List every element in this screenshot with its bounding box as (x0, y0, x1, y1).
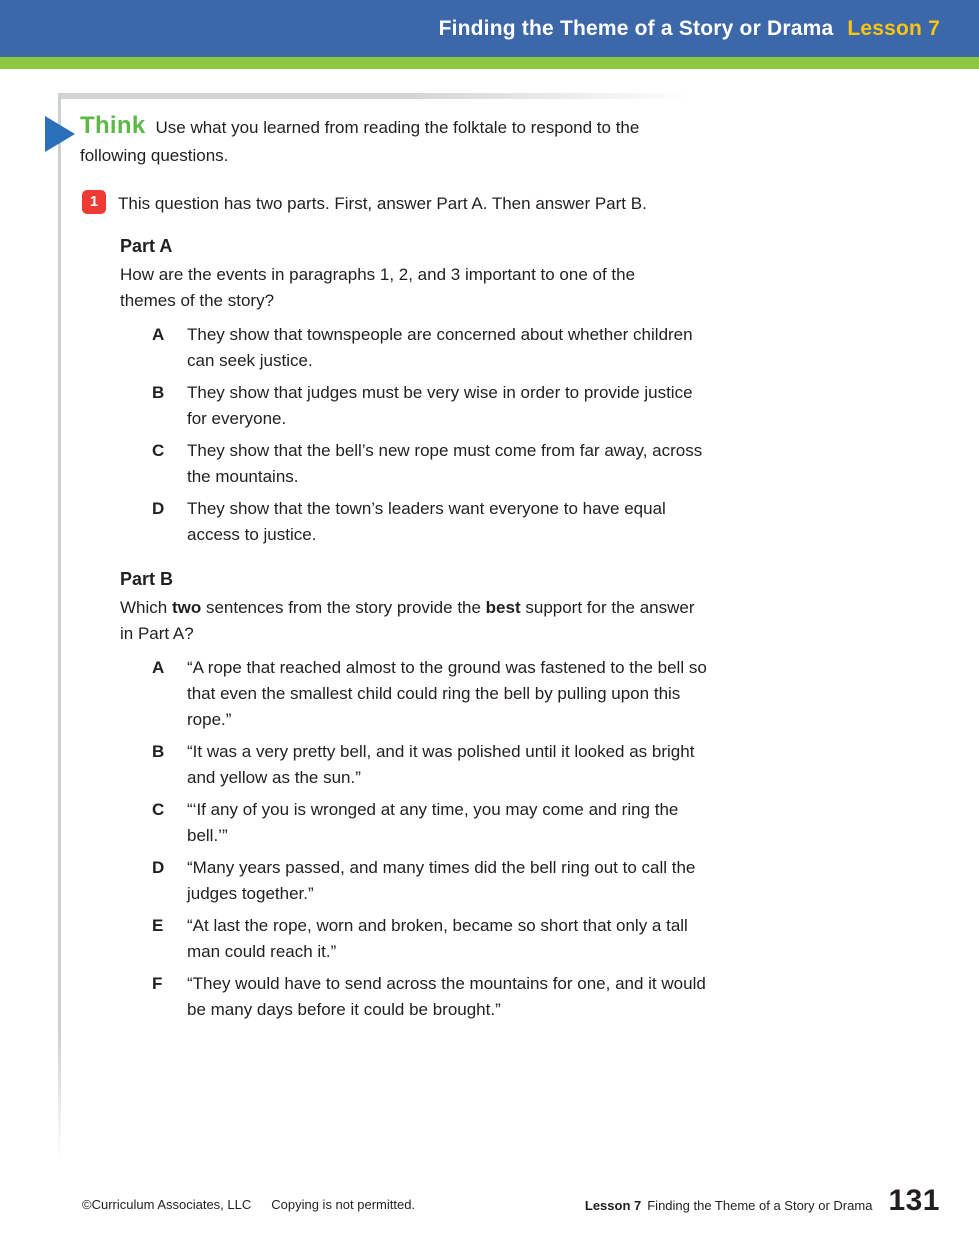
question-number-badge: 1 (82, 190, 106, 214)
part-b-choice-d[interactable] (120, 855, 720, 907)
choice-text: “It was a very pretty bell, and it was polished until it looked as bright and yellow as the sun.” (187, 742, 695, 787)
choice-text: “A rope that reached almost to the ground was fastened to the bell so that even the smallest child could ring the bell by pulling upon this rope.” (187, 658, 707, 729)
question-1 (82, 190, 698, 217)
part-b-prompt (120, 595, 695, 647)
choice-letter: D (152, 858, 165, 877)
part-a-heading: Part A (120, 236, 173, 256)
think-intro-text: Use what you learned from reading the folktale to respond to the following questions. (80, 118, 640, 165)
think-section (80, 112, 698, 170)
page-header (0, 0, 979, 57)
choice-text: “‘If any of you is wronged at any time, you may come and ring the bell.’” (187, 800, 679, 845)
footer-lesson-title: Finding the Theme of a Story or Drama (647, 1198, 873, 1213)
choice-letter: F (152, 974, 163, 993)
choice-text: They show that townspeople are concerned about whether children can seek justice. (187, 325, 693, 370)
choice-text: They show that judges must be very wise in order to provide justice for everyone. (187, 383, 693, 428)
part-b-section (120, 567, 720, 1029)
part-b-choice-e[interactable] (120, 913, 720, 965)
copyright-text: ©Curriculum Associates, LLC (82, 1197, 252, 1212)
think-arrow-icon (45, 116, 75, 152)
choice-text: “They would have to send across the mountains for one, and it would be many days before it could be brought.” (187, 974, 706, 1019)
footer-lesson-info (585, 1184, 940, 1218)
choice-text: “Many years passed, and many times did the bell ring out to call the judges together.” (187, 858, 696, 903)
part-b-choice-b[interactable] (120, 739, 720, 791)
part-b-choice-a[interactable] (120, 655, 720, 733)
part-a-section (120, 234, 720, 554)
choice-letter: A (152, 658, 165, 677)
part-a-prompt: How are the events in paragraphs 1, 2, and 3 important to one of the themes of the story? (120, 265, 636, 310)
prompt-text: support for the answer in Part A? (120, 598, 695, 643)
page-number: 131 (888, 1184, 940, 1217)
choice-letter: E (152, 916, 164, 935)
content-top-edge (58, 93, 693, 99)
question-stem: This question has two parts. First, answer Part A. Then answer Part B. (118, 194, 647, 213)
part-a-choice-a[interactable] (120, 322, 720, 374)
choice-text: They show that the town’s leaders want everyone to have equal access to justice. (187, 499, 666, 544)
choice-text: They show that the bell’s new rope must come from far away, across the mountains. (187, 441, 703, 486)
prompt-bold-best: best (485, 598, 521, 617)
part-a-choice-c[interactable] (120, 438, 720, 490)
choice-letter: A (152, 325, 165, 344)
footer-lesson-label: Lesson 7 (584, 1198, 642, 1213)
part-a-choice-d[interactable] (120, 496, 720, 548)
prompt-text: Which (120, 598, 172, 617)
prompt-bold-two: two (171, 598, 202, 617)
think-heading: Think (80, 112, 146, 139)
header-title: Finding the Theme of a Story or Drama (438, 16, 834, 40)
choice-letter: B (152, 742, 165, 761)
part-b-choice-f[interactable] (120, 971, 720, 1023)
part-b-choice-c[interactable] (120, 797, 720, 849)
header-accent-stripe (0, 57, 979, 69)
choice-letter: B (152, 383, 165, 402)
copy-notice-text: Copying is not permitted. (271, 1197, 416, 1212)
choice-letter: C (152, 441, 165, 460)
part-b-heading: Part B (120, 569, 174, 589)
choice-letter: D (152, 499, 165, 518)
prompt-text: sentences from the story provide the (201, 598, 486, 617)
part-a-choice-b[interactable] (120, 380, 720, 432)
choice-letter: C (152, 800, 165, 819)
choice-text: “At last the rope, worn and broken, became so short that only a tall man could reach it.” (187, 916, 688, 961)
content-left-edge (58, 93, 61, 1161)
footer-copyright (82, 1197, 415, 1212)
header-lesson-label: Lesson 7 (847, 16, 940, 40)
